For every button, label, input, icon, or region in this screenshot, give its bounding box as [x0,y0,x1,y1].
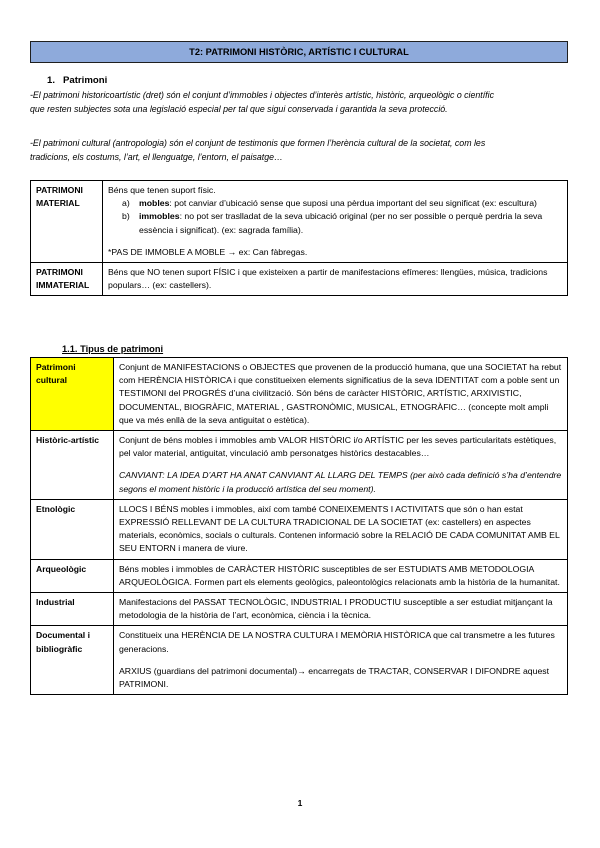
table-row [31,358,568,431]
table-row [31,593,568,626]
definition-historicoartistic [30,88,575,117]
row-content-historic-artistic [114,431,568,500]
row-label-industrial: Industrial [31,593,114,626]
table-row [31,181,568,263]
row-label-cultural: Patrimoni cultural [31,358,114,431]
document-title: T2: PATRIMONI HISTÒRIC, ARTÍSTIC I CULTURAL [30,41,568,63]
term-definition: : pot canviar d’ubicació sense que suposi una pèrdua important del seu significat (ex: escultura) [169,198,537,209]
table-row [31,626,568,695]
table-row [31,559,568,592]
row-note: ARXIUS (guardians del patrimoni documental)→ encarregats de TRACTAR, CONSERVAR I DIFONDRE aquest PATRIMONI. [119,665,550,690]
row-content-cultural: Conjunt de MANIFESTACIONS o OBJECTES que provenen de la producció humana, que una SOCIETAT ha rebut com HERÈNCIA HISTÒRICA i que constitueixen elements significatius de la seva IDENTITAT com a poble sent un TESTIMONI del PROGRÉS d’una civilització. Són béns de caràcter HISTÒRIC, ARTÍSTIC, ARXIVISTIC, DOCUMENTAL, BIOGRÀFIC, MATERIAL , GASTRONÒMIC, MUSICAL, ETNOGRÀFIC… (concepte molt ampli que va més enllà de la seva antiguitat o estètica). [114,358,568,431]
section-title: Patrimoni [63,75,108,86]
row-content-immaterial: Béns que NO tenen suport FÍSIC i que existeixen a partir de manifestacions efímeres: llengües, música, tradicions populars… (ex: castellers). [103,263,568,296]
row-text: Conjunt de béns mobles i immobles amb VALOR HISTÒRIC i/o ARTÍSTIC per les seves particularitats estètiques, pel valor material, antiguitat, vinculació amb personatges històrics destacables… [119,435,557,459]
row-content-documental [114,626,568,695]
row-label-historic-artistic: Històric-artístic [31,431,114,500]
term-mobles: mobles [139,198,170,209]
material-immaterial-table [30,180,568,296]
term-definition: : no pot ser traslladat de la seva ubicació original (per no ser possible o perquè perdria la seva essència i significat). (ex: sagrada família). [139,211,543,235]
paragraph-line: tradicions, els costums, l’art, el llenguatge, l’entorn, el paisatge… [30,152,283,163]
row-label-arqueologic: Arqueològic [31,559,114,592]
row-content-etnologic: LLOCS I BÉNS mobles i immobles, així com també CONEIXEMENTS I ACTIVITATS que són o han estat EXPRESSIÓ RELLEVANT DE LA CULTURA TRADICIONAL DE LA SOCIETAT (ex: castellers) en aspectes materials, econòmics, socials o culturals. Contenen informació sobre la RELACIÓ DE CADA COMUNITAT AMB EL SEU ENTORN i manera de viure. [114,499,568,559]
list-item [108,210,562,236]
section-number: 1. [47,75,56,86]
paragraph-line: que resten subjectes sota una legislació especial per tal que sigui conservada i garantida la seva protecció. [30,104,448,115]
spacer [119,460,562,469]
material-lead: Béns que tenen suport físic. [108,185,216,195]
section-heading-tipus: 1.1. Tipus de patrimoni [62,344,164,354]
definition-cultural [30,136,575,165]
row-label-etnologic: Etnològic [31,499,114,559]
list-marker: a) [122,198,130,209]
row-content-arqueologic: Béns mobles i immobles de CARÀCTER HISTÒRIC susceptibles de ser ESTUDIATS AMB METODOLOGIA ARQUEOLÒGICA. Formen part els elements geològics, paleontològics relacionats amb la història de la humanitat. [114,559,568,592]
page-number: 1 [297,798,303,808]
table-row [31,431,568,500]
row-note: CANVIANT: LA IDEA D’ART HA ANAT CANVIANT AL LLARG DEL TEMPS (per això cada definició s’ha d’entendre segons el moment històric i la producció artística del seu moment). [119,470,562,494]
row-content-industrial: Manifestacions del PASSAT TECNOLÒGIC, INDUSTRIAL I PRODUCTIU susceptible a ser estudiat mitjançant la metodologia de la història de l’art, econòmica, ciència i la tècnica. [114,593,568,626]
spacer [119,656,562,665]
list-marker: b) [122,211,130,222]
term-immobles: immobles [139,211,180,222]
table-row [31,263,568,296]
material-note: *PAS DE IMMOBLE A MOBLE → ex: Can fàbregas. [108,246,308,257]
heritage-types-table [30,357,568,695]
material-subtypes [108,197,562,237]
row-label-immaterial: PATRIMONI IMMATERIAL [31,263,103,296]
paragraph-line: -El patrimoni historicoartístic (dret) són el conjunt d’immobles i objectes d’interès artístic, històric, arqueològic o científic [30,90,494,100]
row-label-documental: Documental i bibliogràfic [31,626,114,695]
row-label-material: PATRIMONI MATERIAL [31,181,103,263]
list-item [108,197,562,210]
paragraph-line: -El patrimoni cultural (antropologia) són el conjunt de testimonis que formen l’herència cultural de la societat, com les [30,138,486,148]
spacer [108,237,562,246]
table-row [31,499,568,559]
section-heading-patrimoni [47,75,107,86]
row-text: Constitueix una HERÈNCIA DE LA NOSTRA CULTURA I MEMÒRIA HISTÒRICA que cal transmetre a les futures generacions. [119,630,555,654]
row-content-material [103,181,568,263]
